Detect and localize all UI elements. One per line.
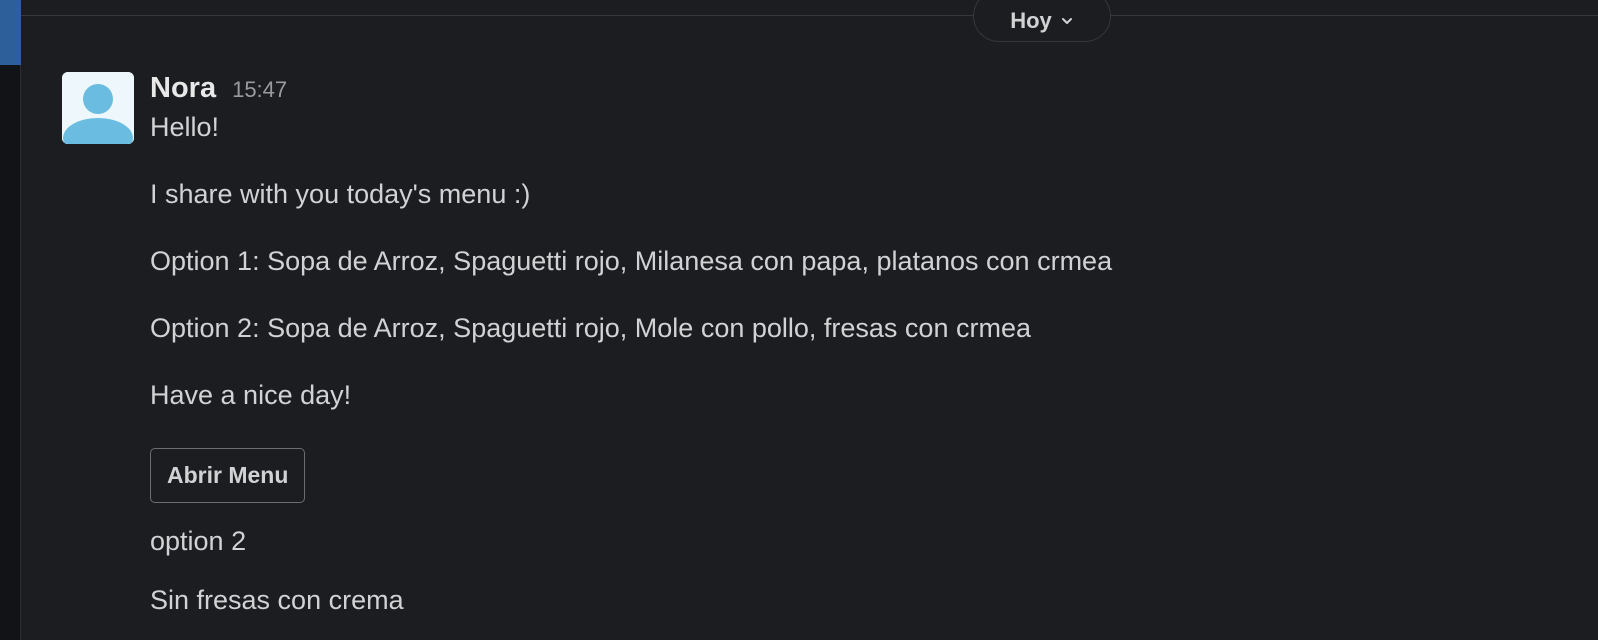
message-line: Option 2: Sopa de Arroz, Spaguetti rojo, Mole con pollo, fresas con crmea [150, 313, 1031, 343]
message-header [150, 72, 1558, 104]
chevron-down-icon [1060, 14, 1074, 28]
message-line: I share with you today's menu :) [150, 179, 531, 209]
message-content [150, 72, 1558, 615]
reply-line: Sin fresas con crema [150, 585, 404, 615]
message-timestamp[interactable]: 15:47 [232, 77, 288, 102]
reply-line: option 2 [150, 526, 247, 556]
open-menu-button[interactable]: Abrir Menu [150, 448, 305, 503]
message-line: Hello! [150, 112, 220, 142]
sidebar-active-item[interactable] [0, 0, 21, 65]
user-avatar-icon[interactable] [62, 72, 134, 144]
message-author[interactable]: Nora [150, 72, 217, 104]
date-divider-label: Hoy [1010, 8, 1052, 33]
message-line: Have a nice day! [150, 380, 352, 410]
date-divider-button[interactable] [973, 0, 1111, 42]
message-line: Option 1: Sopa de Arroz, Spaguetti rojo, Milanesa con papa, platanos con crmea [150, 246, 1113, 276]
date-divider-line [21, 15, 1598, 16]
sidebar-edge [0, 0, 21, 640]
